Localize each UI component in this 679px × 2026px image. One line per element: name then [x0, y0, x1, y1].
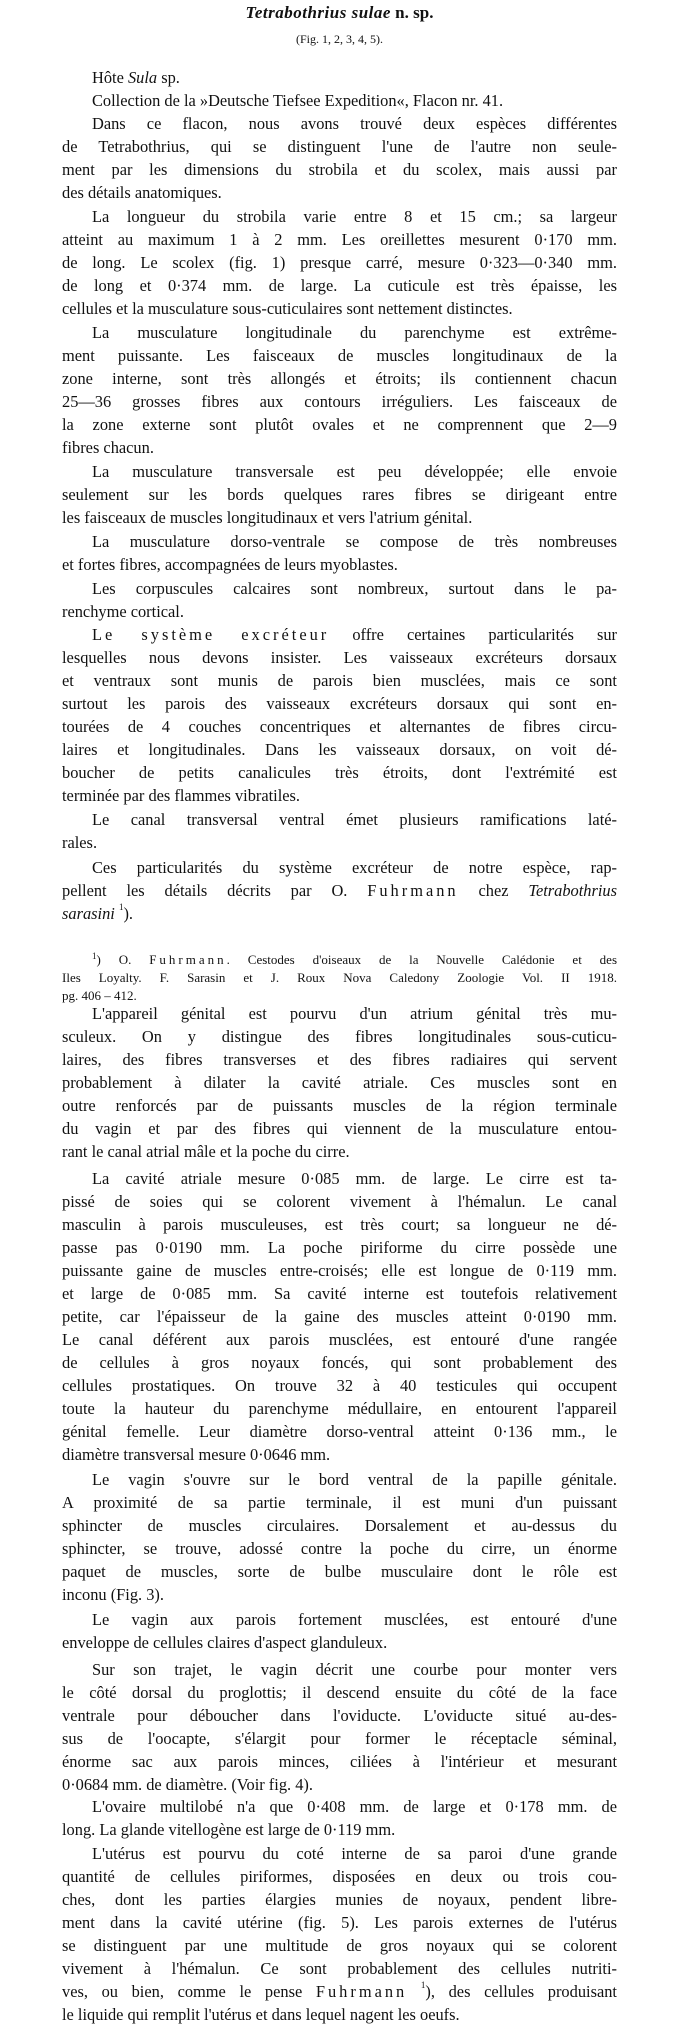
text-line: petite, car l'épaisseur de la gaine des muscles atteint 0·0190 mm.: [62, 1307, 617, 1326]
text-line: renchyme cortical.: [62, 602, 184, 621]
text-line: et large de 0·085 mm. Sa cavité interne est toutefois relativement: [62, 1284, 617, 1303]
text-line: tourées de 4 couches concentriques et alternantes de fibres circu-: [62, 717, 617, 736]
text-line: sphincter de muscles circulaires. Dorsalement et au-dessus du: [62, 1516, 617, 1535]
text-line: Le canal déférent aux parois musclées, est entouré d'une rangée: [62, 1330, 617, 1349]
text-line: $^1$) O. Fuhrmann. Cestodes d'oiseaux de la Nouvelle Calédonie et des: [92, 951, 618, 967]
text-line: le liquide qui remplit l'utérus et dans lequel nagent les oeufs.: [62, 2005, 460, 2024]
text-line: Le vagin aux parois fortement musclées, est entouré d'une: [92, 1610, 617, 1629]
text-line: Hôte Sula sp.: [92, 68, 180, 87]
title-species: Tetrabothrius sulae: [245, 3, 391, 22]
text-line: La musculature transversale est peu développée; elle envoie: [92, 462, 617, 481]
text-line: diamètre transversal mesure 0·0646 mm.: [62, 1445, 331, 1464]
text-line: atteint au maximum 1 à 2 mm. Les oreillettes mesurent 0·170 mm.: [62, 230, 617, 249]
paragraph-q3: [62, 1468, 617, 1606]
paragraph-p8: [62, 577, 617, 623]
text-line: Collection de la »Deutsche Tiefsee Expedition«, Flacon nr. 41.: [92, 91, 504, 110]
text-line: toute la hauteur du parenchyme médullaire, en entourent l'appareil: [62, 1399, 617, 1418]
text-line: laires et longitudinales. Dans les vaisseaux dorsaux, on voit dé-: [62, 740, 617, 759]
text-line: La cavité atriale mesure 0·085 mm. de large. Le cirre est ta-: [92, 1169, 617, 1188]
text-line: puissante gaine de muscles entre-croisés; elle est longue de 0·119 mm.: [62, 1261, 617, 1280]
text-line: la zone externe sont plutôt ovales et ne comprennent que 2—9: [62, 415, 617, 434]
text-line: Sur son trajet, le vagin décrit une courbe pour monter vers: [92, 1660, 617, 1679]
text-line: L'utérus est pourvu du coté interne de sa paroi d'une grande: [92, 1844, 617, 1863]
text-line: 25—36 grosses fibres aux contours irréguliers. Les faisceaux de: [62, 392, 617, 411]
paragraph-p9: [62, 623, 617, 807]
text-line: passe pas 0·0190 mm. La poche piriforme du cirre possède une: [62, 1238, 617, 1257]
text-line: sus de l'oocapte, s'élargit pour former le réceptacle séminal,: [62, 1729, 617, 1748]
figure-reference: (Fig. 1, 2, 3, 4, 5).: [296, 32, 383, 46]
text-line: Ces particularités du système excréteur de notre espèce, rap-: [92, 858, 617, 877]
text-line: pg. 406 – 412.: [62, 988, 137, 1003]
text-line: La longueur du strobila varie entre 8 et 15 cm.; sa largeur: [92, 207, 617, 226]
text-line: pellent les détails décrits par O. Fuhrmann chez Tetrabothrius: [62, 881, 618, 900]
paragraph-q4: [62, 1608, 617, 1654]
text-line: Iles Loyalty. F. Sarasin et J. Roux Nova Caledony Zoologie Vol. II 1918.: [62, 970, 617, 985]
text-line: ment puissante. Les faisceaux de muscles longitudinaux de la: [62, 346, 617, 365]
text-line: laires, des fibres transverses et des fibres radiaires qui servent: [62, 1050, 617, 1069]
text-line: sphincter, se trouve, adossé contre la poche du cirre, un énorme: [62, 1539, 617, 1558]
text-line: de long. Le scolex (fig. 1) presque carré, mesure 0·323—0·340 mm.: [62, 253, 617, 272]
text-line: de cellules à gros noyaux foncés, qui sont probablement des: [62, 1353, 617, 1372]
text-line: se distinguent par une multitude de gros noyaux qui se colorent: [62, 1936, 617, 1955]
text-line: vivement à l'hémalun. Ce sont probablement des cellules nutriti-: [62, 1959, 617, 1978]
text-line: L'ovaire multilobé n'a que 0·408 mm. de large et 0·178 mm. de: [92, 1797, 617, 1816]
text-line: et fortes fibres, accompagnées de leurs myoblastes.: [62, 555, 398, 574]
text-line: énorme sac aux parois minces, ciliées à l'intérieur et mesurant: [62, 1752, 617, 1771]
text-line: rant le canal atrial mâle et la poche du cirre.: [62, 1142, 350, 1161]
text-line: surtout les parois des vaisseaux excréteurs dorsaux qui sont en-: [62, 694, 617, 713]
text-line: Le système excréteur offre certaines particularités sur: [92, 625, 618, 644]
footnote: [62, 951, 617, 1005]
text-line: outre renforcés par de puissants muscles de la région terminale: [62, 1096, 617, 1115]
text-line: et ventraux sont munis de parois bien musclées, mais ce sont: [62, 671, 617, 690]
text-line: de Tetrabothrius, qui se distinguent l'une de l'autre non seule-: [62, 137, 617, 156]
text-line: sculeux. On y distingue des fibres longitudinales sous-cuticu-: [62, 1027, 617, 1046]
text-line: du vagin et par des fibres qui viennent de la musculature entou-: [62, 1119, 617, 1138]
title-suffix: n. sp.: [390, 3, 434, 22]
text-line: zone interne, sont très allongés et étroits; ils contiennent chacun: [62, 369, 617, 388]
text-line: L'appareil génital est pourvu d'un atrium génital très mu-: [92, 1004, 617, 1023]
text-line: cellules prostatiques. On trouve 32 à 40 testicules qui occupent: [62, 1376, 617, 1395]
text-line: boucher de petits canalicules très étroits, dont l'extrémité est: [62, 763, 617, 782]
paragraph-p6: [62, 460, 617, 529]
text-line: rales.: [62, 833, 98, 852]
text-line: ment dans la cavité utérine (fig. 5). Les parois externes de l'utérus: [62, 1913, 617, 1932]
text-line: seulement sur les bords quelques rares fibres se dirigeant entre: [62, 485, 617, 504]
text-line: masculin à parois musculeuses, est très court; sa longueur ne dé-: [62, 1215, 617, 1234]
text-line: quantité de cellules piriformes, disposées en deux ou trois cou-: [62, 1867, 617, 1886]
text-line: cellules et la musculature sous-cuticulaires sont nettement distinctes.: [62, 299, 513, 318]
paragraph-p2: [62, 89, 617, 112]
paragraph-q1: [62, 1002, 617, 1163]
text-line: terminée par des flammes vibratiles.: [62, 786, 301, 805]
paragraph-q2: [62, 1167, 617, 1466]
text-line: probablement à dilater la cavité atriale. Ces muscles sont en: [62, 1073, 617, 1092]
paragraph-p4: [62, 205, 617, 320]
text-line: ves, ou bien, comme le pense Fuhrmann $^1$), des cellules produisant: [62, 1980, 617, 2001]
text-line: 0·0684 mm. de diamètre. (Voir fig. 4).: [62, 1775, 313, 1794]
text-line: sarasini $^1$).: [62, 902, 134, 923]
text-line: enveloppe de cellules claires d'aspect glanduleux.: [62, 1633, 388, 1652]
text-line: fibres chacun.: [62, 438, 154, 457]
text-line: de long et 0·374 mm. de large. La cuticule est très épaisse, les: [62, 276, 617, 295]
text-line: les faisceaux de muscles longitudinaux et vers l'atrium génital.: [62, 508, 473, 527]
paragraph-p3: [62, 112, 617, 204]
text-line: A proximité de sa partie terminale, il est muni d'un puissant: [62, 1493, 617, 1512]
text-line: ment par les dimensions du strobila et du scolex, mais aussi par: [62, 160, 617, 179]
paragraph-p11: [62, 856, 617, 925]
text-line: inconu (Fig. 3).: [62, 1585, 164, 1604]
text-line: Le vagin s'ouvre sur le bord ventral de la papille génitale.: [92, 1470, 617, 1489]
paragraph-q6: [62, 1795, 617, 1841]
paragraph-p10: [62, 808, 617, 854]
text-line: long. La glande vitellogène est large de 0·119 mm.: [62, 1820, 396, 1839]
text-line: pissé de soies qui se colorent vivement à l'hémalun. Le canal: [62, 1192, 617, 1211]
text-line: paquet de muscles, sorte de bulbe musculaire dont le rôle est: [62, 1562, 617, 1581]
text-line: Les corpuscules calcaires sont nombreux, surtout dans le pa-: [92, 579, 617, 598]
paragraph-q5: [62, 1658, 617, 1796]
text-line: La musculature longitudinale du parenchyme est extrême-: [92, 323, 617, 342]
text-line: La musculature dorso-ventrale se compose de très nombreuses: [92, 532, 617, 551]
text-line: des détails anatomiques.: [62, 183, 222, 202]
text-line: génital femelle. Leur diamètre dorso-ventral atteint 0·136 mm., le: [62, 1422, 617, 1441]
text-line: ches, dont les parties élargies munies de noyaux, pendent libre-: [62, 1890, 617, 1909]
paragraph-q7: [62, 1842, 617, 2026]
text-line: le côté dorsal du proglottis; il descend ensuite du côté de la face: [62, 1683, 617, 1702]
text-line: Dans ce flacon, nous avons trouvé deux espèces différentes: [92, 114, 617, 133]
text-line: ventrale pour déboucher dans l'oviducte. L'oviducte situé au-des-: [62, 1706, 617, 1725]
text-line: Le canal transversal ventral émet plusieurs ramifications laté-: [92, 810, 617, 829]
paragraph-p1: [62, 66, 617, 89]
text-line: lesquelles nous devons insister. Les vaisseaux excréteurs dorsaux: [62, 648, 617, 667]
paragraph-p7: [62, 530, 617, 576]
paragraph-p5: [62, 321, 617, 459]
page-title: [0, 2, 679, 24]
